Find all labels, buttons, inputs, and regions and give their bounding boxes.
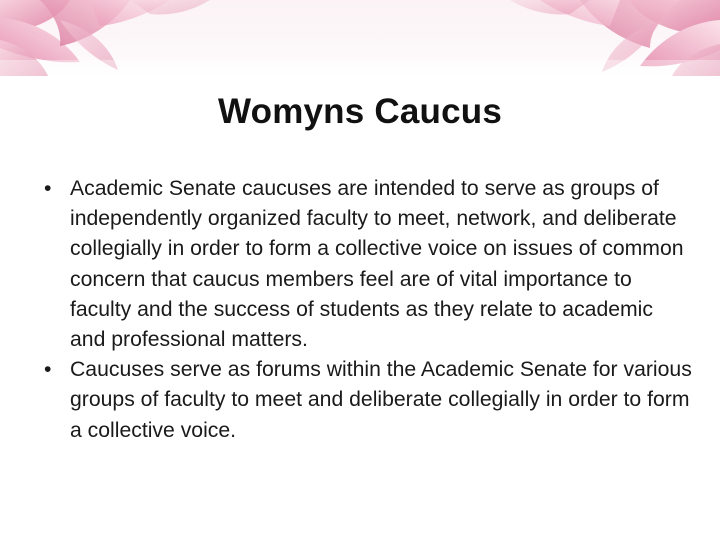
flower-petals-decoration	[0, 0, 720, 76]
bullet-text: Academic Senate caucuses are intended to serve as groups of independently organized faculty to meet, network, and deliberate collegially in order to form a collective voice on issues of common concern that caucus members feel are of vital importance to faculty and the success of students as they relate to academic and professional matters.	[70, 177, 684, 352]
bullet-list	[44, 174, 694, 446]
bullet-icon: •	[44, 177, 52, 200]
bullet-item	[44, 174, 694, 355]
bullet-item	[44, 355, 694, 446]
bullet-icon: •	[44, 358, 52, 382]
slide-title: Womyns Caucus	[218, 92, 502, 131]
decorative-banner	[0, 0, 720, 76]
bullet-text: Caucuses serve as forums within the Academic Senate for various groups of faculty to meet and deliberate collegially in order to form a collective voice.	[70, 358, 692, 442]
